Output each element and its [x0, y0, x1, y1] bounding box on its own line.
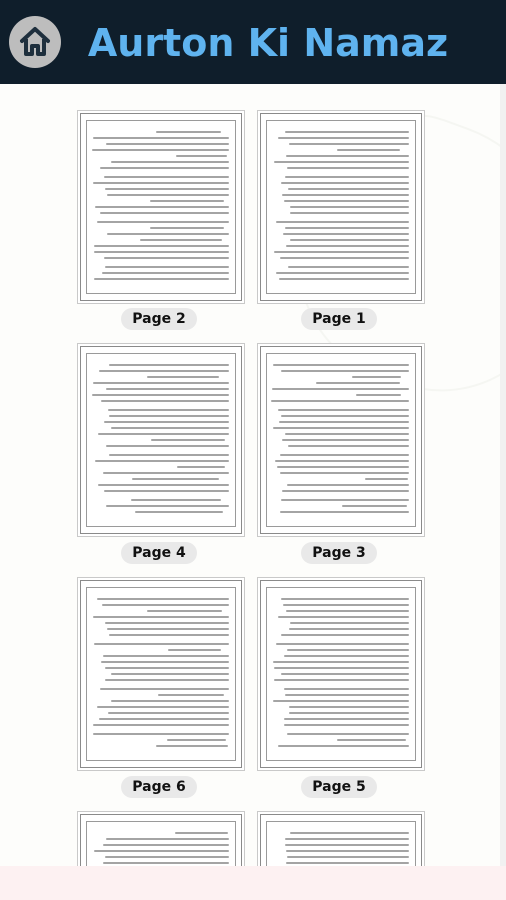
text-line: [94, 245, 229, 247]
text-line: [287, 649, 409, 651]
text-line: [284, 718, 409, 720]
text-line: [352, 376, 401, 378]
text-line: [337, 149, 400, 151]
text-line: [156, 745, 228, 747]
text-line: [274, 679, 409, 681]
text-line: [281, 182, 409, 184]
text-line: [102, 604, 229, 606]
text-line: [99, 370, 229, 372]
text-line: [284, 724, 409, 726]
text-line: [111, 427, 229, 429]
text-line: [107, 233, 229, 235]
text-line: [104, 490, 229, 492]
text-line: [290, 239, 409, 241]
text-line: [102, 272, 229, 274]
page-thumbnail[interactable]: [260, 814, 422, 866]
text-line: [277, 466, 409, 468]
text-line: [175, 832, 229, 834]
text-line: [280, 511, 409, 513]
page-label[interactable]: Page 2: [121, 308, 197, 330]
text-line: [97, 598, 229, 600]
text-line: [285, 694, 409, 696]
text-line: [94, 850, 229, 852]
page-grid: [0, 84, 506, 866]
text-line: [283, 233, 409, 235]
text-line: [103, 472, 229, 474]
text-line: [288, 445, 409, 447]
text-line: [280, 257, 409, 259]
text-line: [284, 688, 409, 690]
page-label[interactable]: Page 1: [301, 308, 377, 330]
footer-bar: [0, 866, 506, 900]
text-line: [283, 604, 409, 606]
text-line: [104, 257, 229, 259]
thumbnail-frame: [86, 587, 236, 761]
text-line: [275, 460, 409, 462]
text-line: [93, 382, 229, 384]
text-line: [93, 616, 229, 618]
text-line: [285, 838, 409, 840]
text-line: [104, 421, 229, 423]
text-line: [282, 194, 409, 196]
text-line: [280, 472, 409, 474]
thumbnail-frame: [86, 120, 236, 294]
text-line: [289, 706, 409, 708]
text-line: [150, 200, 224, 202]
text-line: [274, 667, 409, 669]
text-line: [106, 505, 229, 507]
text-line: [278, 745, 409, 747]
text-line: [97, 221, 229, 223]
thumbnail-frame: [266, 587, 416, 761]
text-line: [176, 155, 227, 157]
text-line: [103, 844, 229, 846]
text-line: [93, 733, 230, 735]
text-line: [316, 382, 401, 384]
text-line: [92, 149, 229, 151]
text-line: [342, 505, 408, 507]
text-line: [287, 484, 409, 486]
text-line: [109, 634, 229, 636]
text-line: [274, 251, 409, 253]
text-line: [93, 182, 229, 184]
text-line: [106, 388, 229, 390]
text-line: [109, 364, 229, 366]
text-line: [281, 673, 409, 675]
text-line: [284, 200, 409, 202]
text-line: [286, 155, 409, 157]
text-line: [278, 137, 409, 139]
text-line: [94, 278, 229, 280]
text-line: [288, 266, 409, 268]
text-line: [289, 628, 409, 630]
page-thumbnail[interactable]: [260, 580, 422, 768]
text-line: [109, 415, 229, 417]
text-line: [103, 655, 229, 657]
text-line: [106, 445, 229, 447]
page-thumbnail[interactable]: [80, 814, 242, 866]
thumbnail-frame: [266, 353, 416, 527]
text-line: [105, 667, 229, 669]
text-line: [276, 221, 409, 223]
text-line: [281, 499, 409, 501]
text-line: [111, 700, 229, 702]
text-line: [105, 856, 229, 858]
text-line: [101, 661, 229, 663]
text-line: [286, 245, 409, 247]
text-line: [150, 227, 224, 229]
text-line: [93, 137, 229, 139]
page-thumbnail[interactable]: [80, 113, 242, 301]
text-line: [111, 673, 229, 675]
text-line: [286, 862, 409, 864]
text-line: [284, 655, 409, 657]
text-line: [107, 194, 229, 196]
page-thumbnail[interactable]: [260, 346, 422, 534]
text-line: [98, 433, 229, 435]
text-line: [290, 212, 409, 214]
text-line: [167, 739, 226, 741]
text-line: [105, 622, 229, 624]
thumbnail-frame: [266, 821, 416, 866]
text-line: [135, 511, 224, 513]
text-line: [290, 622, 409, 624]
text-line: [280, 454, 409, 456]
page-thumbnail[interactable]: [80, 346, 242, 534]
text-line: [281, 598, 409, 600]
text-line: [279, 421, 409, 423]
text-line: [107, 628, 229, 630]
scrollbar[interactable]: [500, 84, 506, 866]
thumbnail-frame: [86, 821, 236, 866]
text-line: [281, 415, 409, 417]
text-line: [356, 394, 401, 396]
text-line: [105, 679, 229, 681]
page-label[interactable]: Page 4: [121, 542, 197, 564]
text-line: [286, 850, 409, 852]
page-thumbnail[interactable]: [260, 113, 422, 301]
text-line: [95, 206, 229, 208]
text-line: [285, 176, 409, 178]
text-line: [93, 724, 229, 726]
text-line: [106, 838, 229, 840]
text-line: [100, 688, 229, 690]
page-thumbnail[interactable]: [80, 580, 242, 768]
text-line: [337, 739, 406, 741]
text-line: [274, 161, 409, 163]
text-line: [276, 272, 409, 274]
text-line: [131, 499, 221, 501]
text-line: [105, 266, 229, 268]
text-line: [287, 167, 409, 169]
text-line: [286, 610, 409, 612]
text-line: [287, 733, 409, 735]
text-line: [158, 694, 224, 696]
text-line: [288, 188, 409, 190]
text-line: [132, 478, 220, 480]
text-line: [94, 251, 230, 253]
text-line: [273, 364, 409, 366]
text-line: [99, 718, 229, 720]
text-line: [92, 394, 229, 396]
text-line: [272, 388, 409, 390]
text-line: [108, 409, 229, 411]
page-label[interactable]: Page 3: [301, 542, 377, 564]
text-line: [287, 856, 409, 858]
text-line: [285, 227, 409, 229]
text-line: [276, 643, 409, 645]
text-line: [271, 400, 409, 402]
text-line: [98, 484, 229, 486]
text-line: [281, 370, 409, 372]
text-line: [273, 700, 409, 702]
text-line: [278, 616, 409, 618]
text-line: [282, 490, 409, 492]
text-line: [290, 832, 409, 834]
text-line: [104, 176, 229, 178]
text-line: [101, 400, 229, 402]
text-line: [156, 131, 221, 133]
text-line: [105, 188, 229, 190]
text-line: [94, 643, 229, 645]
thumbnail-frame: [86, 353, 236, 527]
text-line: [285, 433, 409, 435]
text-line: [106, 143, 229, 145]
text-line: [111, 161, 229, 163]
text-line: [147, 376, 220, 378]
text-line: [100, 167, 229, 169]
text-line: [290, 206, 409, 208]
text-line: [108, 712, 229, 714]
text-line: [285, 131, 409, 133]
text-line: [273, 661, 409, 663]
text-line: [278, 409, 409, 411]
page-label[interactable]: Page 6: [121, 776, 197, 798]
text-line: [281, 634, 409, 636]
text-line: [177, 466, 225, 468]
page-label[interactable]: Page 5: [301, 776, 377, 798]
text-line: [168, 649, 220, 651]
text-line: [365, 478, 408, 480]
text-line: [100, 212, 229, 214]
text-line: [289, 712, 409, 714]
text-line: [285, 844, 409, 846]
text-line: [279, 278, 409, 280]
text-line: [140, 239, 221, 241]
text-line: [282, 439, 409, 441]
text-line: [97, 706, 229, 708]
text-line: [95, 460, 229, 462]
text-line: [147, 610, 222, 612]
app-title: Aurton Ki Namaz: [87, 21, 449, 65]
thumbnail-frame: [266, 120, 416, 294]
app-header: [0, 0, 506, 84]
text-line: [151, 439, 225, 441]
text-line: [103, 862, 229, 864]
text-line: [273, 427, 409, 429]
text-line: [289, 143, 409, 145]
text-line: [109, 454, 229, 456]
